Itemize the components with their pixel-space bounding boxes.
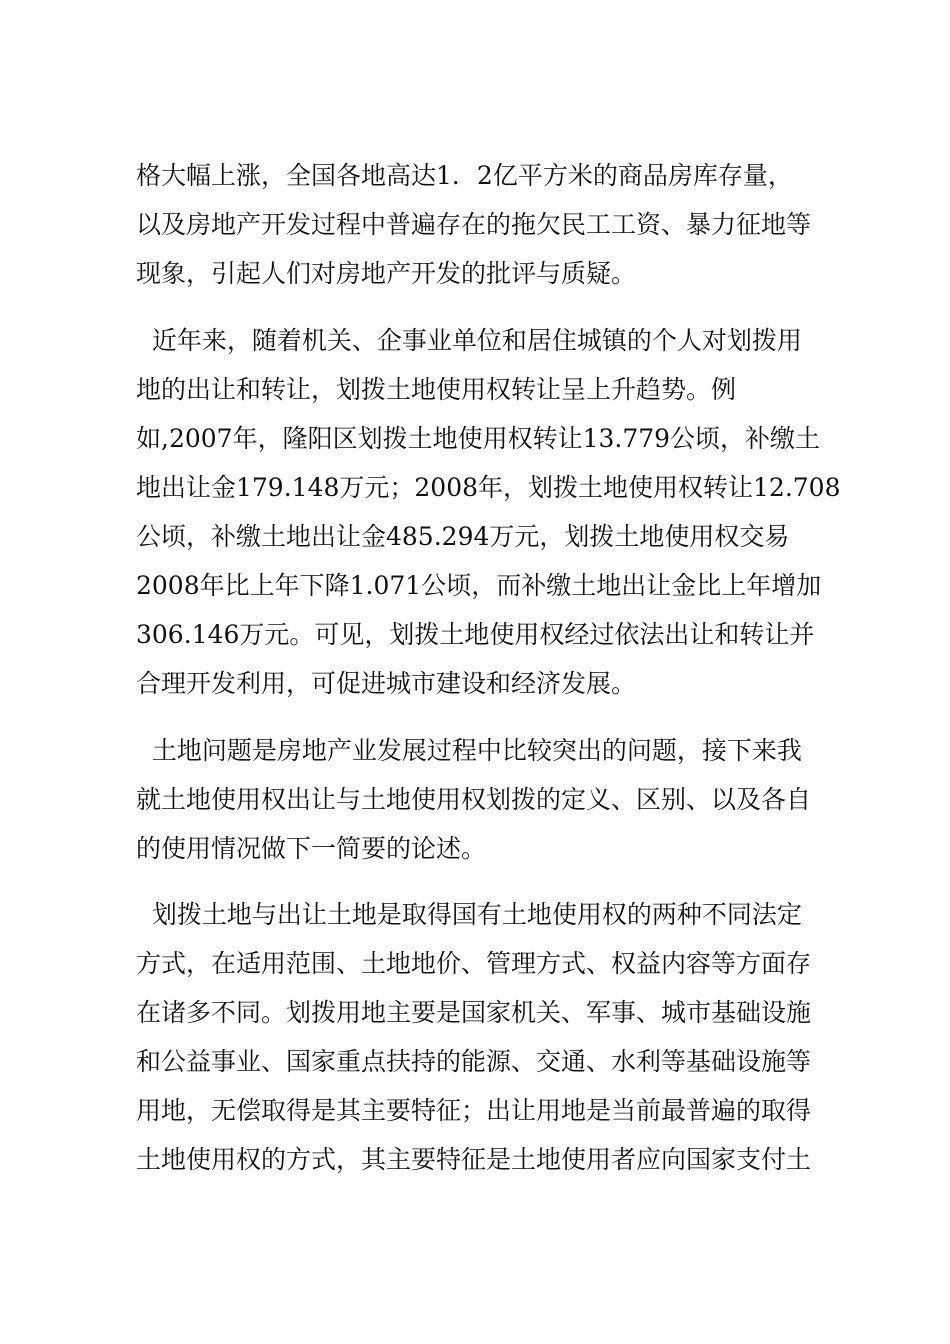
text-line: 格大幅上涨，全国各地高达1．2亿平方米的商品房库存量， — [136, 161, 793, 190]
text-line: 方式，在适用范围、土地地价、管理方式、权益内容等方面存 — [136, 949, 812, 978]
text-line: 近年来，随着机关、企事业单位和居住城镇的个人对划拨用 — [136, 326, 802, 355]
paragraph-4 — [136, 890, 811, 1184]
paragraph-2 — [136, 316, 840, 708]
text-line: 306.146万元。可见，划拨土地使用权经过依法出让和转让并 — [136, 620, 815, 649]
text-line: 土地问题是房地产业发展过程中比较突出的问题，接下来我 — [136, 736, 802, 765]
text-line: 在诸多不同。划拨用地主要是国家机关、军事、城市基础设施 — [136, 998, 812, 1027]
text-line: 地出让金179.148万元；2008年，划拨土地使用权转让12.708 — [136, 473, 841, 502]
text-line: 合理开发利用，可促进城市建设和经济发展。 — [136, 669, 637, 698]
paragraph-3 — [136, 726, 811, 873]
text-line: 用地，无偿取得是其主要特征；出让用地是当前最普遍的取得 — [136, 1096, 812, 1125]
text-line: 划拨土地与出让土地是取得国有土地使用权的两种不同法定 — [136, 900, 802, 929]
text-line: 公顷，补缴土地出让金485.294万元，划拨土地使用权交易 — [136, 522, 790, 551]
text-line: 现象，引起人们对房地产开发的批评与质疑。 — [136, 259, 637, 288]
text-line: 就土地使用权出让与土地使用权划拨的定义、区别、以及各自 — [136, 785, 812, 814]
paragraph-1 — [136, 151, 811, 298]
text-line: 如,2007年，隆阳区划拨土地使用权转让13.779公顷，补缴土 — [136, 424, 821, 453]
text-line: 地的出让和转让，划拨土地使用权转让呈上升趋势。例 — [136, 375, 737, 404]
text-line: 的使用情况做下一简要的论述。 — [136, 834, 487, 863]
text-line: 和公益事业、国家重点扶持的能源、交通、水利等基础设施等 — [136, 1047, 812, 1076]
text-line: 2008年比上年下降1.071公顷，而补缴土地出让金比上年增加 — [136, 571, 822, 600]
text-line: 以及房地产开发过程中普遍存在的拖欠民工工资、暴力征地等 — [136, 210, 812, 239]
text-line: 土地使用权的方式，其主要特征是土地使用者应向国家支付土 — [136, 1145, 812, 1174]
